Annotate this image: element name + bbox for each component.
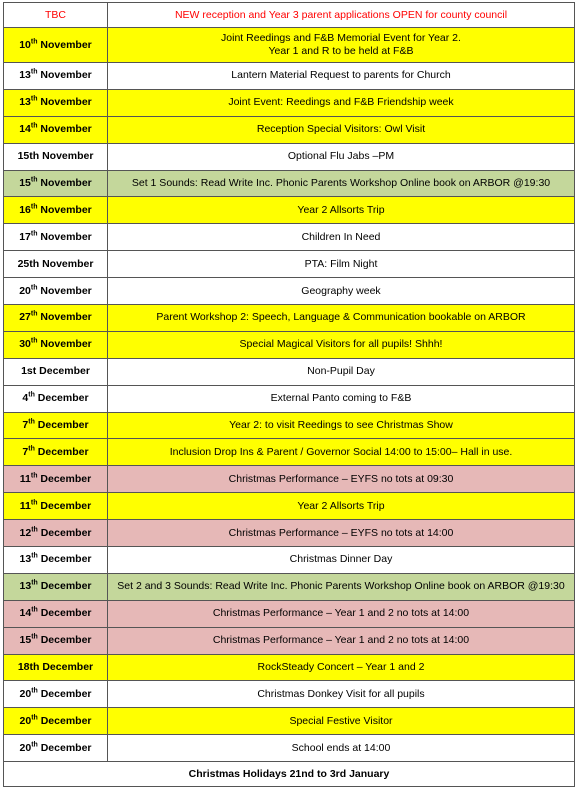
calendar-row [4, 278, 575, 305]
date-suffix: th [30, 499, 38, 507]
date-cell [4, 735, 108, 762]
date-day: 17 [19, 230, 31, 243]
event-text: Non-Pupil Day [307, 365, 375, 378]
date-day: 13 [19, 553, 32, 566]
date-suffix: th [31, 633, 38, 641]
event-cell [108, 573, 575, 600]
date-cell [4, 627, 108, 654]
event-cell [108, 251, 575, 278]
date-day: TBC [45, 8, 66, 21]
date-cell [4, 654, 108, 681]
footer-cell: Christmas Holidays 21nd to 3rd January [4, 762, 575, 787]
event-cell [108, 708, 575, 735]
date-cell [4, 251, 108, 278]
date-month: November [37, 96, 92, 109]
date-month: December [34, 419, 89, 432]
event-text: Inclusion Drop Ins & Parent / Governor Social 14:00 to 15:00– Hall in use. [169, 445, 513, 458]
date-suffix: th [31, 687, 38, 695]
date-month: December [37, 687, 92, 700]
event-text: Reception Special Visitors: Owl Visit [256, 123, 426, 136]
event-text: School ends at 14:00 [291, 741, 391, 754]
date-suffix: th [30, 122, 38, 130]
event-text: PTA: Film Night [304, 257, 378, 270]
event-text: External Panto coming to F&B [270, 392, 412, 405]
event-cell [108, 224, 575, 251]
date-cell [4, 681, 108, 708]
date-month: November [37, 177, 92, 189]
date-month: December [37, 553, 92, 566]
date-month: December [37, 607, 92, 620]
date-day: 15 [19, 634, 32, 647]
date-suffix: th [30, 203, 38, 211]
calendar-row [4, 547, 575, 574]
calendar-row [4, 251, 575, 278]
date-suffix: th [30, 230, 38, 238]
event-cell [108, 3, 575, 28]
date-day: 13 [19, 69, 31, 82]
date-day: 20 [19, 741, 32, 754]
event-cell [108, 385, 575, 412]
event-cell [108, 735, 575, 762]
date-cell [4, 278, 108, 305]
date-day: 13 [19, 96, 31, 109]
event-cell [108, 600, 575, 627]
calendar-row [4, 224, 575, 251]
date-day: 20 [19, 714, 32, 727]
event-cell [108, 89, 575, 116]
date-cell [4, 28, 108, 63]
date-suffix: th [30, 472, 38, 480]
date-day: 15 [19, 177, 31, 189]
date-day: 13 [19, 580, 32, 593]
event-text: Year 2 Allsorts Trip [297, 203, 385, 216]
event-text: Year 1 and R to be held at F&B [268, 45, 414, 57]
date-suffix: th [28, 418, 35, 426]
date-cell [4, 305, 108, 332]
date-cell [4, 89, 108, 116]
event-cell [108, 493, 575, 520]
date-month: December [37, 714, 92, 727]
event-text: Joint Event: Reedings and F&B Friendship week [228, 96, 454, 109]
date-day: 25th November [17, 257, 94, 270]
date-month: November [37, 338, 92, 351]
date-cell [4, 358, 108, 385]
event-text: Christmas Performance – EYFS no tots at 09:30 [228, 472, 454, 485]
calendar-row [4, 654, 575, 681]
date-suffix: th [30, 68, 38, 76]
date-cell [4, 63, 108, 90]
date-month: November [37, 230, 92, 243]
event-text: Parent Workshop 2: Speech, Language & Communication bookable on ARBOR [156, 311, 526, 324]
event-text: Christmas Performance – Year 1 and 2 no tots at 14:00 [212, 634, 470, 647]
date-month: December [37, 580, 92, 593]
event-cell [108, 627, 575, 654]
date-day: 16 [19, 203, 31, 216]
calendar-row [4, 708, 575, 735]
date-suffix: th [30, 95, 38, 103]
date-suffix: th [28, 391, 35, 399]
date-day: 14 [19, 123, 31, 136]
date-cell [4, 3, 108, 28]
date-suffix: th [31, 606, 38, 614]
date-cell [4, 331, 108, 358]
date-cell [4, 116, 108, 143]
date-month: December [37, 634, 92, 647]
event-cell [108, 547, 575, 574]
event-text: Optional Flu Jabs –PM [287, 150, 395, 163]
calendar-row [4, 493, 575, 520]
event-cell [108, 143, 575, 170]
calendar-row [4, 412, 575, 439]
date-day: 20 [19, 687, 32, 700]
date-cell [4, 224, 108, 251]
date-suffix: th [31, 714, 38, 722]
event-text: Geography week [301, 284, 381, 297]
calendar-body [4, 3, 575, 762]
date-suffix: th [30, 337, 38, 345]
date-day: 30 [19, 338, 31, 351]
date-suffix: th [28, 445, 35, 453]
date-suffix: th [30, 284, 38, 292]
event-cell [108, 520, 575, 547]
event-text: Year 2 Allsorts Trip [297, 499, 385, 512]
date-month: November [37, 38, 92, 51]
date-suffix: th [31, 552, 38, 560]
event-text: Children In Need [301, 230, 381, 243]
date-month: December [37, 499, 92, 512]
calendar-row [4, 520, 575, 547]
date-month: December [37, 526, 92, 539]
date-cell [4, 600, 108, 627]
date-suffix: th [30, 176, 38, 184]
date-cell [4, 412, 108, 439]
date-month: December [34, 392, 89, 405]
event-text: Joint Reedings and F&B Memorial Event for Year 2. [221, 32, 461, 44]
calendar-row [4, 89, 575, 116]
calendar-row [4, 197, 575, 224]
event-cell [108, 466, 575, 493]
event-text: Set 2 and 3 Sounds: Read Write Inc. Phonic Parents Workshop Online book on ARBOR @19:30 [117, 580, 565, 593]
event-cell [108, 305, 575, 332]
event-cell [108, 654, 575, 681]
calendar-row [4, 143, 575, 170]
event-text: Year 2: to visit Reedings to see Christmas Show [229, 419, 453, 432]
date-month: November [37, 69, 92, 82]
event-cell [108, 358, 575, 385]
date-day: 11 [19, 472, 31, 485]
event-text: Christmas Dinner Day [289, 553, 393, 566]
date-cell [4, 493, 108, 520]
date-month: November [37, 311, 92, 324]
date-cell [4, 547, 108, 574]
date-day: 12 [19, 526, 32, 539]
date-day: 18th December [17, 661, 94, 674]
calendar-row [4, 331, 575, 358]
calendar-row [4, 735, 575, 762]
date-day: 10 [19, 38, 31, 51]
date-cell [4, 170, 108, 197]
date-cell [4, 520, 108, 547]
event-text: Special Magical Visitors for all pupils! Shhh! [239, 338, 443, 351]
event-cell [108, 439, 575, 466]
event-cell [108, 170, 575, 197]
calendar-row [4, 116, 575, 143]
footer-row [4, 762, 575, 787]
calendar-row [4, 3, 575, 28]
date-month: December [37, 472, 92, 485]
event-cell [108, 331, 575, 358]
event-cell [108, 681, 575, 708]
event-cell [108, 28, 575, 63]
date-day: 14 [19, 607, 32, 620]
event-text: Christmas Performance – Year 1 and 2 no tots at 14:00 [212, 607, 470, 620]
date-day: 7 [22, 445, 29, 458]
date-day: 1st December [21, 365, 90, 378]
date-day: 7 [22, 419, 29, 432]
date-suffix: th [31, 741, 38, 749]
calendar-table [3, 2, 575, 787]
calendar-row [4, 600, 575, 627]
calendar-row [4, 385, 575, 412]
event-text: Set 1 Sounds: Read Write Inc. Phonic Parents Workshop Online book on ARBOR @19:30 [131, 177, 551, 189]
date-suffix: th [31, 526, 38, 534]
event-cell [108, 116, 575, 143]
event-text: RockSteady Concert – Year 1 and 2 [257, 661, 425, 674]
date-cell [4, 708, 108, 735]
calendar-row [4, 627, 575, 654]
date-cell [4, 197, 108, 224]
event-text: Christmas Performance – EYFS no tots at 14:00 [228, 526, 454, 539]
date-suffix: th [31, 579, 38, 587]
calendar-row [4, 573, 575, 600]
event-text: Christmas Donkey Visit for all pupils [257, 687, 425, 700]
date-day: 20 [19, 284, 31, 297]
date-cell [4, 143, 108, 170]
date-month: December [34, 445, 89, 458]
event-text: Lantern Material Request to parents for Church [231, 69, 451, 82]
date-cell [4, 573, 108, 600]
date-month: November [37, 123, 92, 136]
event-text: NEW reception and Year 3 parent applications OPEN for county council [174, 8, 508, 21]
date-suffix: th [30, 38, 38, 45]
calendar-row [4, 466, 575, 493]
event-cell [108, 412, 575, 439]
date-cell [4, 439, 108, 466]
date-month: December [37, 741, 92, 754]
date-day: 11 [19, 499, 31, 512]
calendar-row [4, 358, 575, 385]
date-day: 27 [19, 311, 31, 324]
event-text: Special Festive Visitor [289, 714, 393, 727]
calendar-row [4, 170, 575, 197]
date-cell [4, 385, 108, 412]
event-cell [108, 63, 575, 90]
event-cell [108, 278, 575, 305]
date-day: 4 [22, 392, 29, 405]
calendar-row [4, 681, 575, 708]
date-day: 15th November [17, 150, 94, 163]
date-month: November [37, 284, 92, 297]
calendar-row [4, 305, 575, 332]
calendar-row [4, 28, 575, 63]
calendar-row [4, 63, 575, 90]
date-month: November [37, 203, 92, 216]
event-cell [108, 197, 575, 224]
calendar-row [4, 439, 575, 466]
date-cell [4, 466, 108, 493]
date-suffix: th [30, 310, 38, 318]
